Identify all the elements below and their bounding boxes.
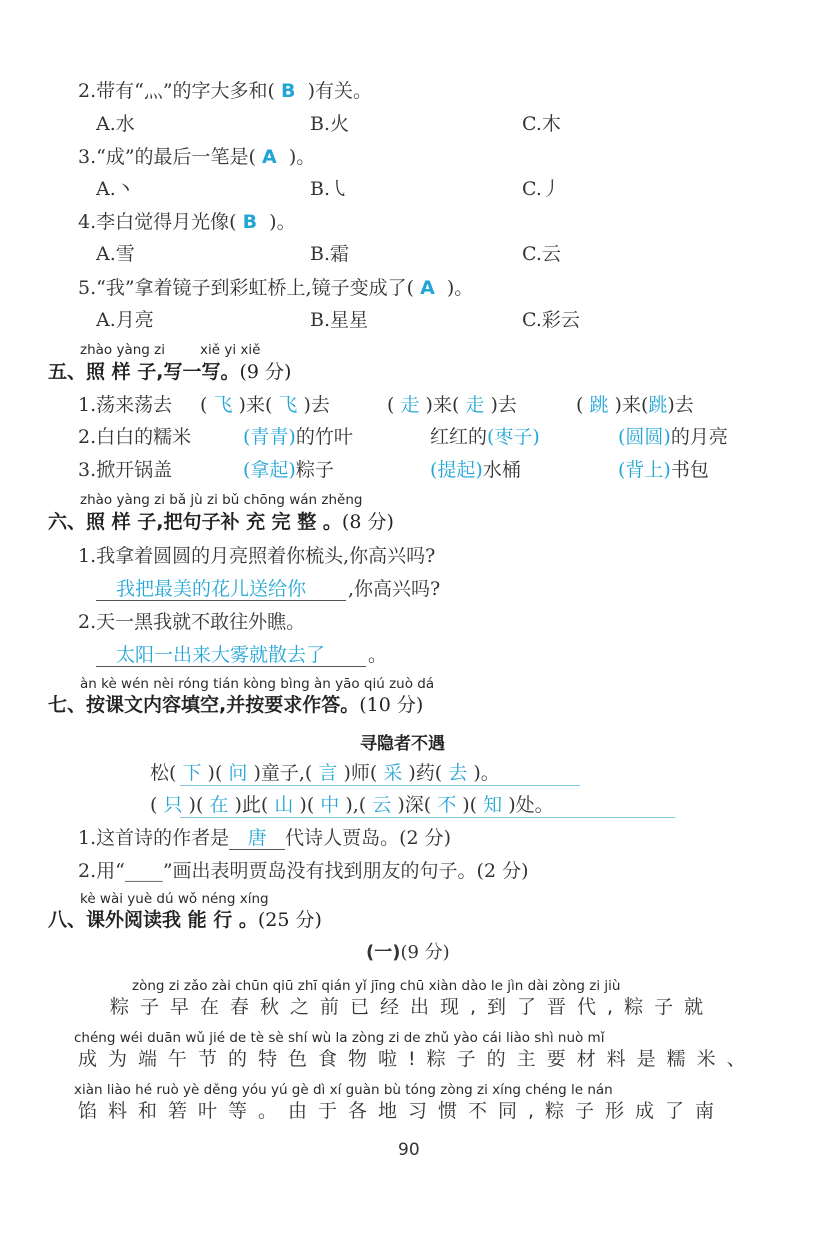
s5-r1-ans4: 走 bbox=[465, 394, 485, 416]
s6-pinyin: zhào yàng zi bǎ jù zi bǔ chōng wán zhěng bbox=[80, 492, 363, 508]
q2-text-post: )有关。 bbox=[307, 80, 373, 102]
s5-r3-text: 粽子 bbox=[295, 459, 334, 481]
q4-option-c: C.云 bbox=[522, 243, 561, 265]
s7-q1-text: 1.这首诗的作者是 bbox=[78, 827, 230, 849]
s6-title: 六、照 样 子,把句子补 充 完 整 。 bbox=[48, 511, 342, 533]
q4-text: 4.李白觉得月光像( bbox=[78, 211, 237, 233]
poem-text: )。 bbox=[473, 762, 500, 784]
q5-answer: A bbox=[420, 277, 435, 299]
s6-score: (8 分) bbox=[341, 511, 394, 533]
poem-underline bbox=[180, 785, 580, 786]
poem-text: )师( bbox=[343, 762, 378, 784]
s5-r3-ans3: (背上) bbox=[618, 459, 671, 481]
poem-text: )此( bbox=[234, 794, 269, 816]
poem-answer: 不 bbox=[437, 794, 457, 816]
s5-heading bbox=[48, 361, 291, 383]
poem-answer: 下 bbox=[182, 762, 202, 784]
s5-r1-text: )来( bbox=[614, 394, 649, 416]
poem-text: ),( bbox=[345, 794, 367, 816]
s5-score: (9 分) bbox=[239, 361, 292, 383]
s5-r1-text: )去 bbox=[667, 394, 694, 416]
s6-q1: 1.我拿着圆圆的月亮照着你梳头,你高兴吗? bbox=[78, 545, 436, 567]
s6-q2: 2.天一黑我就不敢往外瞧。 bbox=[78, 611, 306, 633]
poem-text: )深( bbox=[397, 794, 432, 816]
s5-r1-ans1: 飞 bbox=[213, 394, 233, 416]
poem-text: 松( bbox=[150, 762, 177, 784]
poem-line-2 bbox=[150, 794, 554, 816]
poem-line-1 bbox=[150, 762, 500, 784]
s5-r1-ans6: 跳 bbox=[648, 394, 668, 416]
poem-text: )( bbox=[462, 794, 478, 816]
s5-r2-ans2: (枣子) bbox=[487, 426, 540, 448]
s7-heading bbox=[48, 694, 423, 716]
s6-a1-post: ,你高兴吗? bbox=[348, 578, 441, 600]
s8-subheading bbox=[366, 942, 450, 964]
q2-text: 2.带有“灬”的字大多和( bbox=[78, 80, 275, 102]
s8-heading bbox=[48, 909, 322, 931]
s5-r3-item1 bbox=[243, 459, 334, 481]
q2-option-a: A.水 bbox=[96, 113, 135, 135]
poem-text: )( bbox=[299, 794, 315, 816]
q3-option-b: B.㇂ bbox=[310, 178, 350, 200]
s5-r3-ans2: (提起) bbox=[430, 459, 483, 481]
poem-underline bbox=[180, 817, 675, 818]
s5-r1-label: 1.荡来荡去 bbox=[78, 394, 173, 416]
paren: ( bbox=[200, 394, 208, 416]
s5-r2-label: 2.白白的糯米 bbox=[78, 426, 192, 448]
poem-answer: 去 bbox=[448, 762, 468, 784]
s5-r2-text: 的月亮 bbox=[670, 426, 728, 448]
s8-score: (25 分) bbox=[257, 909, 322, 931]
poem-text: )( bbox=[188, 794, 204, 816]
poem-answer: 山 bbox=[274, 794, 294, 816]
s6-heading bbox=[48, 511, 394, 533]
s5-r1-text: )来( bbox=[238, 394, 273, 416]
reading-pinyin-2: chéng wéi duān wǔ jié de tè sè shí wù la zòng zi de zhǔ yào cái liào shì nuò mǐ bbox=[74, 1030, 605, 1046]
paren: ( bbox=[576, 394, 584, 416]
q4-answer: B bbox=[242, 211, 258, 233]
s7-title: 七、按课文内容填空,并按要求作答。 bbox=[48, 694, 360, 716]
s5-r1-group3 bbox=[576, 394, 694, 416]
q2-answer: B bbox=[281, 80, 296, 102]
q5-option-b: B.星星 bbox=[310, 309, 369, 331]
s8-sub: (一) bbox=[366, 942, 401, 963]
q5-stem bbox=[78, 277, 473, 299]
paren: ( bbox=[387, 394, 395, 416]
poem-answer: 中 bbox=[320, 794, 340, 816]
s5-pinyin-1: zhào yàng zi bbox=[80, 342, 165, 358]
answer-line bbox=[96, 666, 366, 667]
s5-r1-ans3: 走 bbox=[400, 394, 420, 416]
q2-option-b: B.火 bbox=[310, 113, 350, 135]
q3-option-c: C.丿 bbox=[522, 178, 561, 200]
q5-option-a: A.月亮 bbox=[96, 309, 154, 331]
poem-text: )( bbox=[207, 762, 223, 784]
q4-stem bbox=[78, 211, 296, 233]
s5-r1-text: )去 bbox=[490, 394, 517, 416]
s8-subscore: (9 分) bbox=[400, 942, 450, 963]
q3-text: 3.“成”的最后一笔是( bbox=[78, 146, 256, 168]
s7-pinyin: àn kè wén nèi róng tián kòng bìng àn yāo qiú zuò dá bbox=[80, 676, 435, 692]
s5-r3-text: 书包 bbox=[670, 459, 709, 481]
q3-answer: A bbox=[262, 146, 277, 168]
q4-option-b: B.霜 bbox=[310, 243, 350, 265]
poem-title: 寻隐者不遇 bbox=[360, 734, 445, 754]
s5-r2-ans3: (圆圆) bbox=[618, 426, 671, 448]
s5-r1-group2 bbox=[387, 394, 517, 416]
reading-pinyin-3: xiàn liào hé ruò yè děng yóu yú gè dì xí guàn bù tóng zòng zi xíng chéng le nán bbox=[74, 1082, 613, 1098]
s8-title: 八、课外阅读我 能 行 。 bbox=[48, 909, 258, 931]
poem-answer: 言 bbox=[318, 762, 338, 784]
q4-text-post: )。 bbox=[269, 211, 296, 233]
s6-a2: 太阳一出来大雾就散去了 bbox=[116, 644, 326, 666]
q3-stem bbox=[78, 146, 315, 168]
q5-text: 5.“我”拿着镜子到彩虹桥上,镜子变成了( bbox=[78, 277, 415, 299]
poem-answer: 只 bbox=[163, 794, 183, 816]
poem-text: )童子,( bbox=[253, 762, 313, 784]
s5-title: 五、照 样 子,写一写。 bbox=[48, 361, 240, 383]
s7-q1-answer: 唐 bbox=[229, 827, 285, 850]
reading-line-2: 成为端午节的特色食物啦!粽子的主要材料是糯米、 bbox=[78, 1048, 757, 1070]
reading-line-3: 馅料和箬叶等。由于各地习惯不同,粽子形成了南 bbox=[78, 1100, 726, 1122]
s5-r3-item3 bbox=[618, 459, 709, 481]
poem-answer: 在 bbox=[209, 794, 229, 816]
q4-option-a: A.雪 bbox=[96, 243, 135, 265]
s5-r3-label: 3.掀开锅盖 bbox=[78, 459, 173, 481]
s5-r1-ans5: 跳 bbox=[589, 394, 609, 416]
poem-text: ( bbox=[150, 794, 158, 816]
q5-option-c: C.彩云 bbox=[522, 309, 580, 331]
s6-a1: 我把最美的花儿送给你 bbox=[116, 578, 307, 600]
q5-text-post: )。 bbox=[446, 277, 474, 299]
s8-pinyin: kè wài yuè dú wǒ néng xíng bbox=[80, 891, 269, 907]
poem-text: )处。 bbox=[508, 794, 554, 816]
poem-text: )药( bbox=[408, 762, 443, 784]
page-number: 90 bbox=[398, 1140, 420, 1160]
s5-r1-text: )来( bbox=[425, 394, 460, 416]
s5-r2-item1 bbox=[243, 426, 353, 448]
s5-r3-ans1: (拿起) bbox=[243, 459, 296, 481]
reading-line-1: 粽子早在春秋之前已经出现,到了晋代,粽子就 bbox=[110, 996, 715, 1018]
s5-r1-text: )去 bbox=[303, 394, 330, 416]
s7-q2: 2.用“____”画出表明贾岛没有找到朋友的句子。(2 分) bbox=[78, 860, 529, 882]
s6-a2-post: 。 bbox=[368, 644, 388, 666]
s5-r3-item2 bbox=[430, 459, 521, 481]
poem-answer: 知 bbox=[483, 794, 503, 816]
answer-line bbox=[96, 600, 346, 601]
s5-r2-ans1: (青青) bbox=[243, 426, 296, 448]
s5-r2-text: 的竹叶 bbox=[295, 426, 353, 448]
q3-option-a: A.丶 bbox=[96, 178, 135, 200]
s7-q1-text-post: 代诗人贾岛。(2 分) bbox=[285, 827, 452, 849]
s5-r2-item3 bbox=[618, 426, 728, 448]
q2-option-c: C.木 bbox=[522, 113, 561, 135]
s5-r2-item2 bbox=[430, 426, 540, 448]
s7-score: (10 分) bbox=[359, 694, 424, 716]
s5-r3-text: 水桶 bbox=[482, 459, 521, 481]
q3-text-post: )。 bbox=[288, 146, 316, 168]
s5-r2-text: 红红的 bbox=[430, 426, 488, 448]
s7-q1 bbox=[78, 827, 451, 850]
poem-answer: 问 bbox=[228, 762, 248, 784]
poem-answer: 采 bbox=[383, 762, 403, 784]
s5-r1-group1 bbox=[200, 394, 330, 416]
reading-pinyin-1: zòng zi zǎo zài chūn qiū zhī qián yǐ jīng chū xiàn dào le jìn dài zòng zi jiù bbox=[132, 978, 621, 994]
s5-r1-ans2: 飞 bbox=[278, 394, 298, 416]
poem-answer: 云 bbox=[372, 794, 392, 816]
q2-stem bbox=[78, 80, 372, 102]
s5-pinyin-2: xiě yi xiě bbox=[200, 342, 261, 358]
